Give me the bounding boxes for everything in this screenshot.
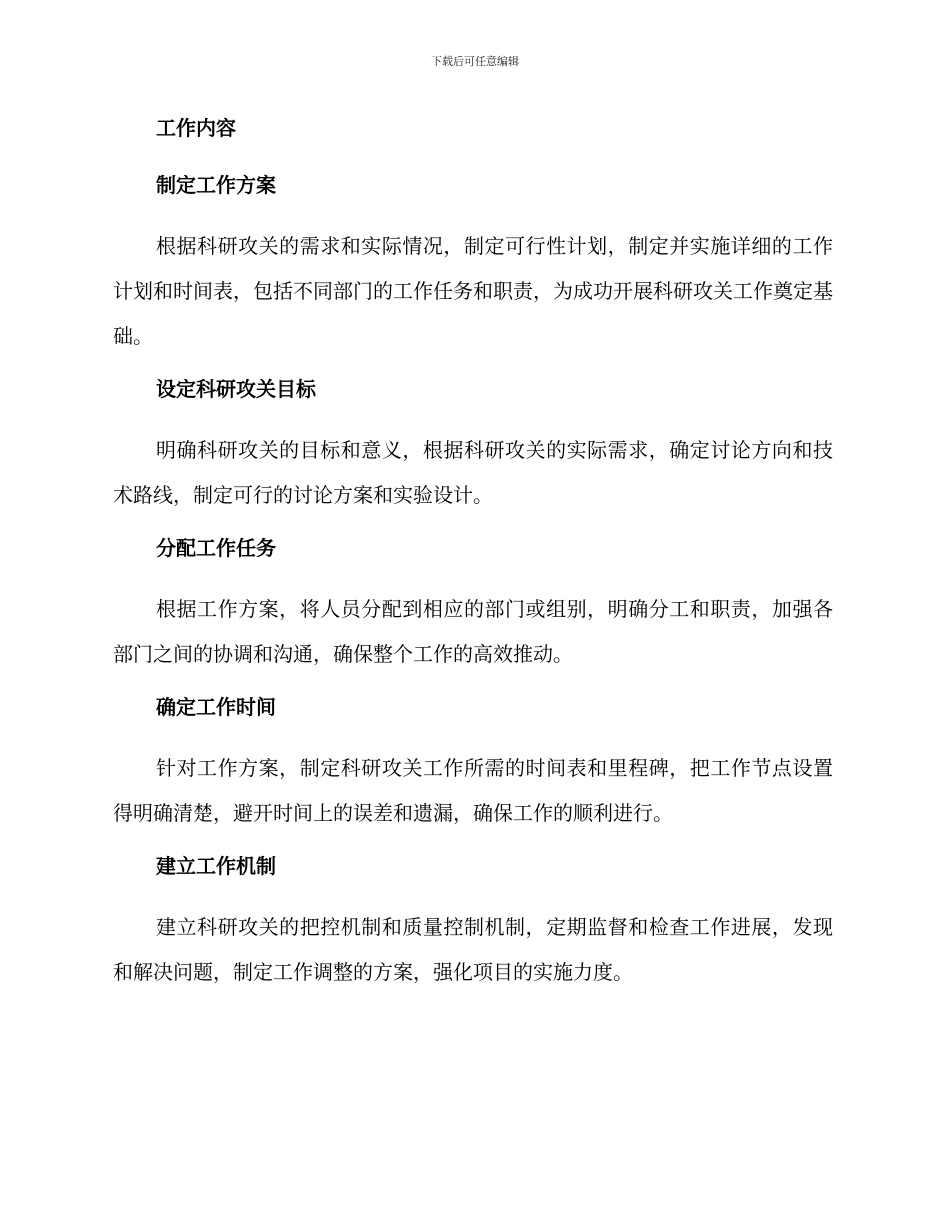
section-body-tasks: 根据工作方案，将人员分配到相应的部门或组别，明确分工和职责，加强各部门之间的协调和沟通，确保整个工作的高效推动。 [113,597,833,666]
section-body-goal: 明确科研攻关的目标和意义，根据科研攻关的实际需求，确定讨论方向和技术路线，制定可行的讨论方案和实验设计。 [113,438,833,507]
section-heading-tasks: 分配工作任务 [156,536,276,560]
section-heading-schedule: 确定工作时间 [156,695,276,719]
section-body-mechanism: 建立科研攻关的把控机制和质量控制机制，定期监督和检查工作进展，发现和解决问题，制定工作调整的方案，强化项目的实施力度。 [113,915,833,984]
section-body-plan: 根据科研攻关的需求和实际情况，制定可行性计划，制定并实施详细的工作计划和时间表，包括不同部门的工作任务和职责，为成功开展科研攻关工作奠定基础。 [113,234,833,348]
section-heading-plan: 制定工作方案 [156,173,276,197]
section-heading-mechanism: 建立工作机制 [156,854,276,878]
document-title: 工作内容 [156,116,236,140]
document-body [113,110,833,1007]
section-body-schedule: 针对工作方案，制定科研攻关工作所需的时间表和里程碑，把工作节点设置得明确清楚，避开时间上的误差和遗漏，确保工作的顺利进行。 [113,756,833,825]
page-header: 下载后可任意编辑 [431,55,519,68]
section-heading-goal: 设定科研攻关目标 [156,377,316,401]
